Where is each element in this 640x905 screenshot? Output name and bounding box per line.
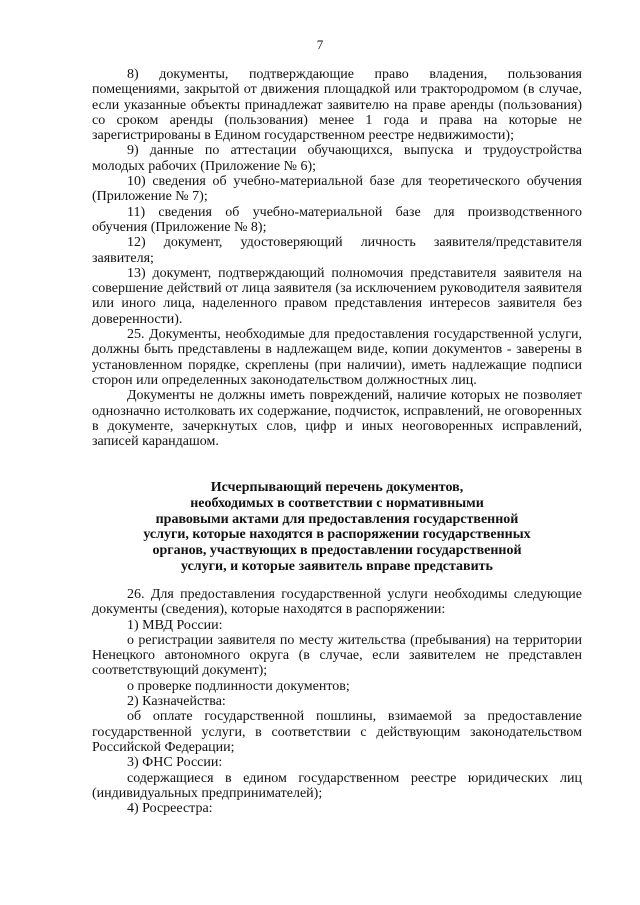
sub-item-state-duty: об оплате государственной пошлины, взимаемой за предоставление государственной услуги, в соответствии с действующим законодательством Российской Федерации; xyxy=(92,709,582,755)
page-number: 7 xyxy=(316,37,324,52)
heading-line: правовыми актами для предоставления государственной xyxy=(155,511,519,527)
sub-item-verification: о проверке подлинности документов; xyxy=(127,678,350,694)
list-item-13: 13) документ, подтверждающий полномочия представителя заявителя на совершение действий от лица заявителя (за исключением руководителя заявителя или иного лица, наделенного правом представления интересов заявителя без доверенности). xyxy=(92,265,582,327)
heading-line: услуги, которые находятся в распоряжении государственных xyxy=(143,527,531,543)
list-item-12: 12) документ, удостоверяющий личность заявителя/представителя заявителя; xyxy=(92,235,582,266)
list-item-mvd: 1) МВД России: xyxy=(127,617,223,633)
list-item-10: 10) сведения об учебно-материальной базе для теоретического обучения (Приложение № 7); xyxy=(92,174,582,205)
heading-line: услуги, и которые заявитель вправе представить xyxy=(181,558,493,574)
paragraph-25: 25. Документы, необходимые для предоставления государственной услуги, должны быть представлены в надлежащем виде, копии документов - заверены в установленном порядке, скреплены (при наличии), иметь надлежащие подписи сторон или определенных законодательством должностных лиц. xyxy=(92,327,582,388)
list-item-9: 9) данные по аттестации обучающихся, выпуска и трудоустройства молодых рабочих (Приложение № 6); xyxy=(92,143,582,174)
document-body-upper xyxy=(92,67,582,449)
paragraph-requirements: Документы не должны иметь повреждений, наличие которых не позволяет однозначно истолковать их содержание, подчисток, исправлений, не оговоренных в документе, зачеркнутых слов, цифр и иных неоговоренных исправлений, записей карандашом. xyxy=(92,388,582,450)
list-item-11: 11) сведения об учебно-материальной базе для производственного обучения (Приложение № 8); xyxy=(92,204,582,235)
list-item-treasury: 2) Казначейства: xyxy=(127,694,226,710)
document-body-lower xyxy=(92,587,582,816)
list-item-8: 8) документы, подтверждающие право владения, пользования помещениями, закрытой от движения площадкой или трактородромом (в случае, если указанные объекты принадлежат заявителю на праве аренды (пользования) со сроком аренды (пользования) менее 1 года и права на которые не зарегистрированы в Едином государственном реестре недвижимости); xyxy=(92,67,582,144)
heading-line: необходимых в соответствии с нормативными xyxy=(190,495,484,511)
section-heading xyxy=(92,480,582,575)
heading-line: Исчерпывающий перечень документов, xyxy=(210,480,464,495)
sub-item-registry: содержащиеся в едином государственном реестре юридических лиц (индивидуальных предпринимателей); xyxy=(92,770,582,801)
list-item-fns: 3) ФНС России: xyxy=(127,755,223,771)
heading-line: органов, участвующих в предоставлении государственной xyxy=(152,543,522,559)
sub-item-registration: о регистрации заявителя по месту жительства (пребывания) на территории Ненецкого автономного округа (в случае, если заявителем не представлен соответствующий документ); xyxy=(92,632,582,679)
paragraph-26: 26. Для предоставления государственной услуги необходимы следующие документы (сведения), которые находятся в распоряжении: xyxy=(92,587,582,618)
list-item-rosreestr: 4) Росреестра: xyxy=(127,801,213,817)
